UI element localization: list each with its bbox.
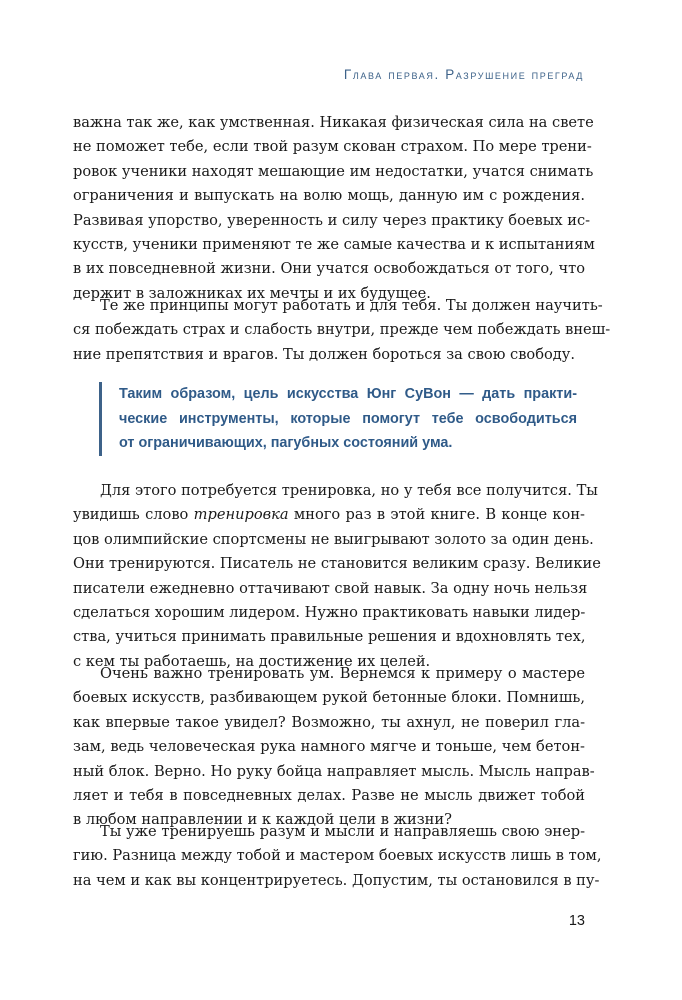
paragraph-5 (73, 820, 602, 893)
text-line: Они тренируются. Писатель не становится великим сразу. Великие (73, 555, 601, 573)
paragraph-1 (73, 111, 595, 306)
paragraph-4 (73, 662, 595, 833)
text-line: не поможет тебе, если твой разум скован страхом. По мере трени- (73, 138, 592, 156)
running-header (344, 67, 584, 82)
quote-line: от ограничивающих, пагубных состояний ума. (119, 435, 453, 452)
pull-quote (99, 382, 577, 456)
text-line: в их повседневной жизни. Они учатся освобождаться от того, что (73, 260, 585, 278)
quote-line: ческие инструменты, которые помогут тебе освободиться (119, 410, 577, 427)
text-segment: увидишь слово (73, 506, 189, 524)
quote-line: Таким образом, цель искусства Юнг СуВон — дать практи- (119, 386, 577, 402)
chapter-label: Глава первая. (343, 67, 440, 82)
text-line: с кем ты работаешь, на достижение их целей. (73, 652, 431, 670)
text-line: ный блок. Верно. Но руку бойца направляет мысль. Мысль направ- (73, 762, 595, 780)
text-line: ся побеждать страх и слабость внутри, прежде чем побеждать внеш- (73, 321, 611, 339)
text-line: зам, ведь человеческая рука намного мягче и тоньше, чем бетон- (73, 738, 585, 756)
text-line: в любом направлении и к каждой цели в жизни? (73, 811, 452, 829)
chapter-title: Разрушение преград (445, 67, 584, 82)
text-segment: много раз в этой книге. В конце кон- (293, 506, 585, 524)
text-line: кусств, ученики применяют те же самые качества и к испытаниям (73, 235, 595, 253)
text-line: цов олимпийские спортсмены не выигрывают золото за один день. (73, 530, 594, 548)
text-line: ляет и тебя в повседневных делах. Разве не мысль движет тобой (73, 786, 585, 804)
text-line: сделаться хорошим лидером. Нужно практиковать навыки лидер- (73, 603, 586, 621)
paragraph-3 (73, 479, 601, 674)
text-line: Те же принципы могут работать и для тебя. Ты должен научить- (100, 297, 603, 314)
text-line: боевых искусств, разбивающем рукой бетонные блоки. Помнишь, (73, 689, 585, 707)
text-line: Очень важно тренировать ум. Вернемся к примеру о мастере (100, 665, 585, 682)
text-line: ние препятствия и врагов. Ты должен бороться за свою свободу. (73, 345, 576, 363)
text-line: на чем и как вы концентрируетесь. Допустим, ты остановился в пу- (73, 871, 600, 889)
text-line: ровок ученики находят мешающие им недостатки, учатся снимать (73, 162, 594, 180)
text-line: Развивая упорство, уверенность и силу через практику боевых ис- (73, 211, 591, 229)
text-line: ограничения и выпускать на волю мощь, данную им с рождения. (73, 187, 585, 205)
text-line: как впервые такое увидел? Возможно, ты ахнул, не поверил гла- (73, 713, 585, 731)
emphasized-word: тренировка (193, 506, 289, 524)
page-number: 13 (568, 913, 585, 929)
text-line: Ты уже тренируешь разум и мысли и направляешь свою энер- (100, 823, 585, 840)
paragraph-2 (73, 294, 611, 367)
text-line: Для этого потребуется тренировка, но у тебя все получится. Ты (100, 482, 598, 499)
text-line: ства, учиться принимать правильные решения и вдохновлять тех, (73, 628, 586, 646)
text-line-with-emphasis (73, 503, 585, 527)
text-line: писатели ежедневно оттачивают свой навык. За одну ночь нельзя (73, 579, 588, 597)
text-line: гию. Разница между тобой и мастером боевых искусств лишь в том, (73, 847, 602, 865)
text-line: держит в заложниках их мечты и их будущее. (73, 284, 431, 302)
text-line: важна так же, как умственная. Никакая физическая сила на свете (73, 114, 594, 131)
